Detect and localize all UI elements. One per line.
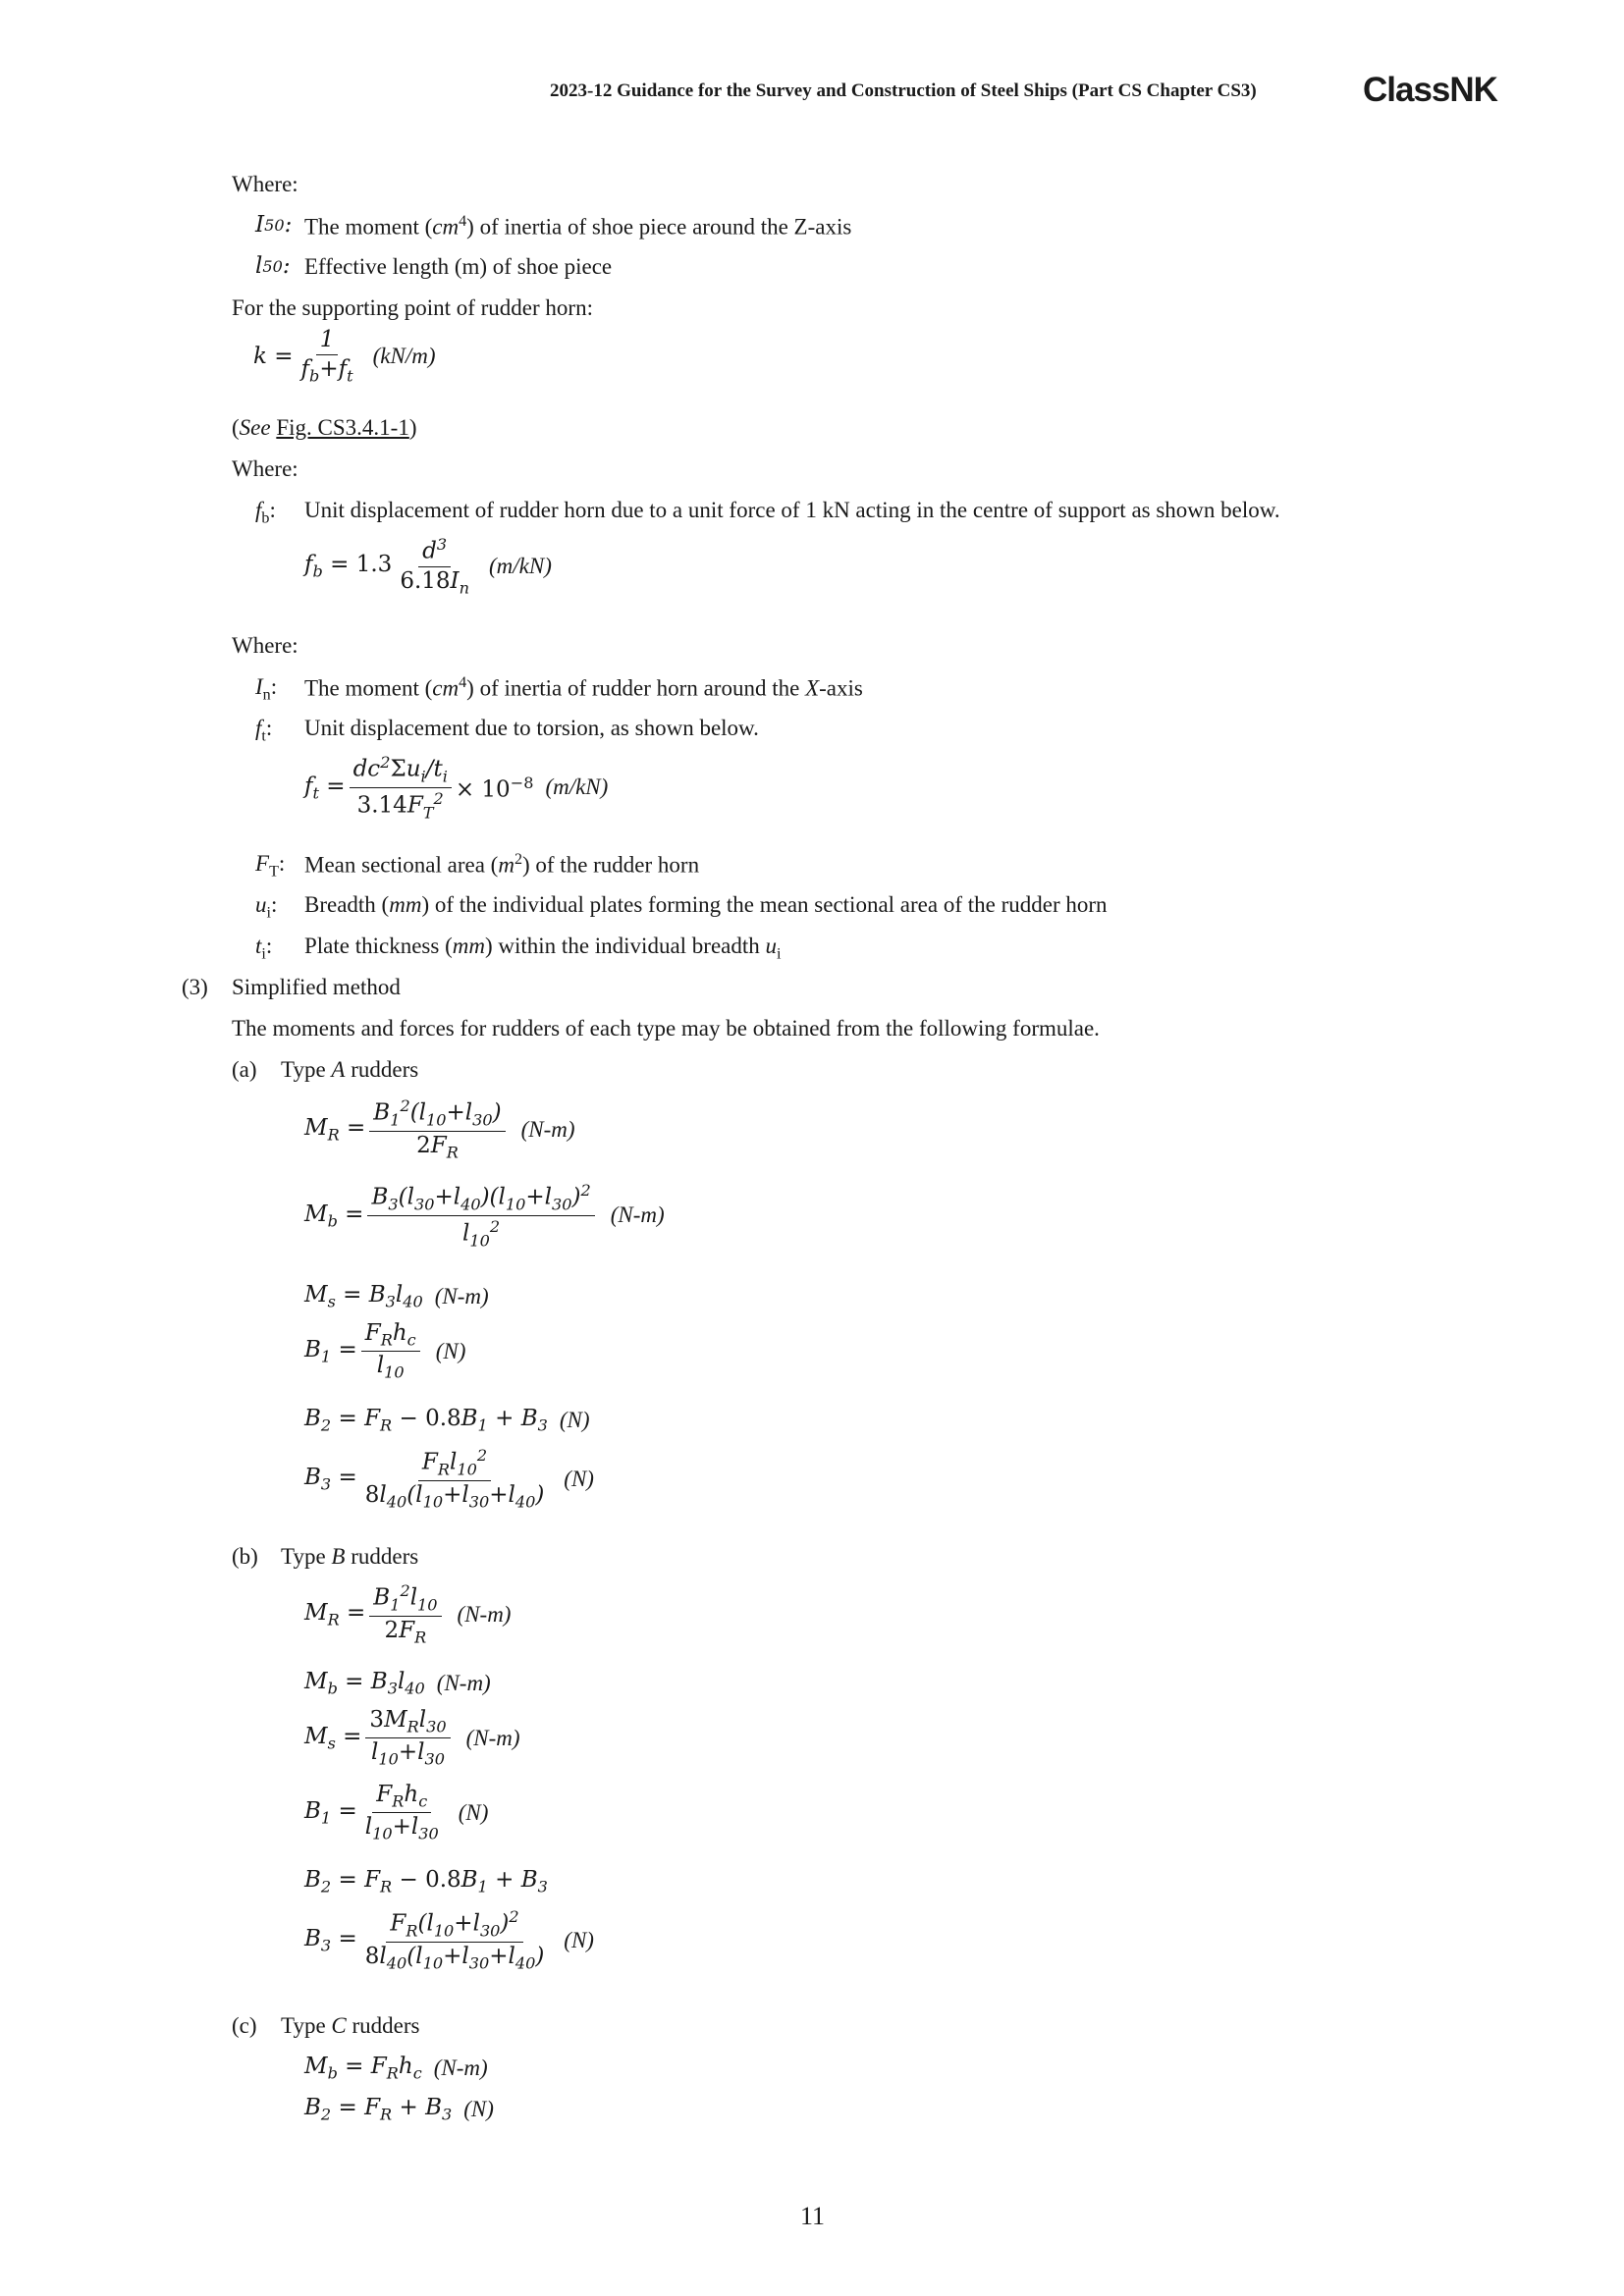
in-symbol: $I_n$: [255, 674, 278, 704]
i50-symbol: I 50 : [255, 212, 293, 238]
unit-label: (N-m) [434, 1283, 489, 1308]
unit-label: (N) [559, 1407, 590, 1432]
ft-symbol: $f_t$: [255, 716, 273, 745]
subsection-a-title: Type A rudders [281, 1057, 419, 1082]
in-description: The moment $(cm^4)$ of inertia of rudder horn around the X-axis [304, 674, 863, 701]
ui-symbol: $u_i$: [255, 892, 278, 922]
where-label: Where: [232, 456, 298, 481]
subsection-b-label: (b) [232, 1544, 258, 1569]
section-number: (3) [182, 975, 208, 999]
document-header: 2023-12 Guidance for the Survey and Construction of Steel Ships (Part CS Chapter CS3) [550, 80, 1257, 101]
c-Mb-formula: $M_b = F_Rh_c$ (N-m) [304, 2054, 488, 2083]
ft-description: Unit displacement due to torsion, as shown below. [304, 716, 759, 740]
c-B2-formula: $B_2 = F_R + B_3$ (N) [304, 2095, 494, 2124]
i50-description: The moment $(cm^4)$ of inertia of shoe piece around the Z-axis [304, 213, 852, 240]
subsection-c-label: (c) [232, 2013, 257, 2038]
unit-label: (N) [463, 2096, 494, 2121]
a-B2-formula: $B_2 = F_R - 0.8B_1 + B_3$ (N) [304, 1406, 590, 1435]
unit-label: (N-m) [610, 1202, 665, 1228]
b-Mb-formula: $M_b = B_3l_{40}$ (N-m) [304, 1669, 491, 1698]
b-B2-formula: $B_2 = F_R - 0.8B_1 + B_3$ [304, 1867, 548, 1896]
fb-description: Unit displacement of rudder horn due to a unit force of 1 kN acting in the centre of support as shown below. [304, 498, 1280, 522]
subsection-c-title: Type C rudders [281, 2013, 420, 2038]
ui-description: Breadth (mm) of the individual plates forming the mean sectional area of the rudder horn [304, 892, 1108, 917]
subsection-a-label: (a) [232, 1057, 257, 1082]
where-label: Where: [232, 633, 298, 658]
b-Ms-formula: $M_s$ = $\frac{3M_Rl_{30}}{l_{10}+l_{30}}$ (N-m) [304, 1707, 520, 1769]
l50-symbol: l 50 : [255, 253, 291, 279]
where-label: Where: [232, 172, 298, 196]
classnk-logo: ClassNK [1363, 71, 1497, 109]
a-Ms-formula: $M_s = B_3l_{40}$ (N-m) [304, 1282, 489, 1311]
see-reference: (See Fig. CS3.4.1-1) [232, 415, 417, 440]
unit-label: (N) [564, 1927, 594, 1952]
a-MR-formula: $M_R$ = $\frac{B_1^2(l_{10}+l_{30})}{2F_R}$ (N-m) [304, 1096, 575, 1162]
fb-formula: $f_b = 1.3$ $\frac{d^3}{6.18I_n}$ (m/kN) [304, 535, 552, 598]
k-unit: (kN/m) [372, 344, 436, 369]
b-B1-formula: $B_1$ = $\frac{F_Rh_c}{l_{10}+l_{30}}$ (N) [304, 1782, 489, 1843]
see-prefix: See [239, 415, 271, 440]
ti-description: Plate thickness (mm) within the individual breadth $u_i$ [304, 934, 782, 963]
subsection-b-title: Type B rudders [281, 1544, 419, 1569]
fb-symbol: $f_b$: [255, 498, 276, 527]
ti-symbol: $t_i$: [255, 934, 273, 963]
figure-link[interactable]: Fig. CS3.4.1-1 [276, 415, 409, 440]
unit-label: (N-m) [520, 1116, 575, 1142]
unit-label: (N) [564, 1466, 594, 1491]
b-B3-formula: $B_3$ = $\frac{F_R(l_{10}+l_{30})^2}{8l_{40}(l_{10}+l_{30}+l_{40})}$ (N) [304, 1907, 594, 1973]
FT-description: Mean sectional area $(m^2)$ of the rudder horn [304, 851, 700, 878]
k-formula: k = $\frac{1}{f_b+f_t}$ (kN/m) [253, 327, 436, 386]
a-B1-formula: $B_1$ = $\frac{F_Rh_c}{l_{10}}$ (N) [304, 1320, 466, 1382]
a-Mb-formula: $M_b$ = $\frac{B_3(l_{30}+l_{40})(l_{10}+l_{30})^2}{l_{10}^2}$ (N-m) [304, 1181, 665, 1251]
b-MR-formula: $M_R$ = $\frac{B_1^2l_{10}}{2F_R}$ (N-m) [304, 1581, 512, 1647]
unit-label: (N-m) [465, 1725, 520, 1750]
page-number: 11 [800, 2202, 826, 2230]
section-title: Simplified method [232, 975, 401, 999]
ft-unit: (m/kN) [545, 774, 609, 800]
unit-label: (N-m) [457, 1601, 512, 1627]
unit-label: (N-m) [433, 2055, 488, 2080]
a-B3-formula: $B_3$ = $\frac{F_Rl_{10}^2}{8l_{40}(l_{10}+l_{30}+l_{40})}$ (N) [304, 1446, 594, 1512]
unit-label: (N) [435, 1338, 466, 1363]
support-intro: For the supporting point of rudder horn: [232, 295, 593, 320]
section-intro: The moments and forces for rudders of each type may be obtained from the following formulae. [232, 1016, 1100, 1041]
unit-label: (N) [458, 1799, 489, 1825]
l50-description: Effective length (m) of shoe piece [304, 254, 613, 279]
fb-unit: (m/kN) [489, 554, 552, 579]
unit-label: (N-m) [436, 1670, 491, 1695]
FT-symbol: $F_T$: [255, 851, 286, 881]
ft-formula: $f_t$ = $\frac{dc^2\Sigma u_i/t_i}{3.14F_T^2}$ × $10^{-8}$ (m/kN) [304, 753, 609, 823]
